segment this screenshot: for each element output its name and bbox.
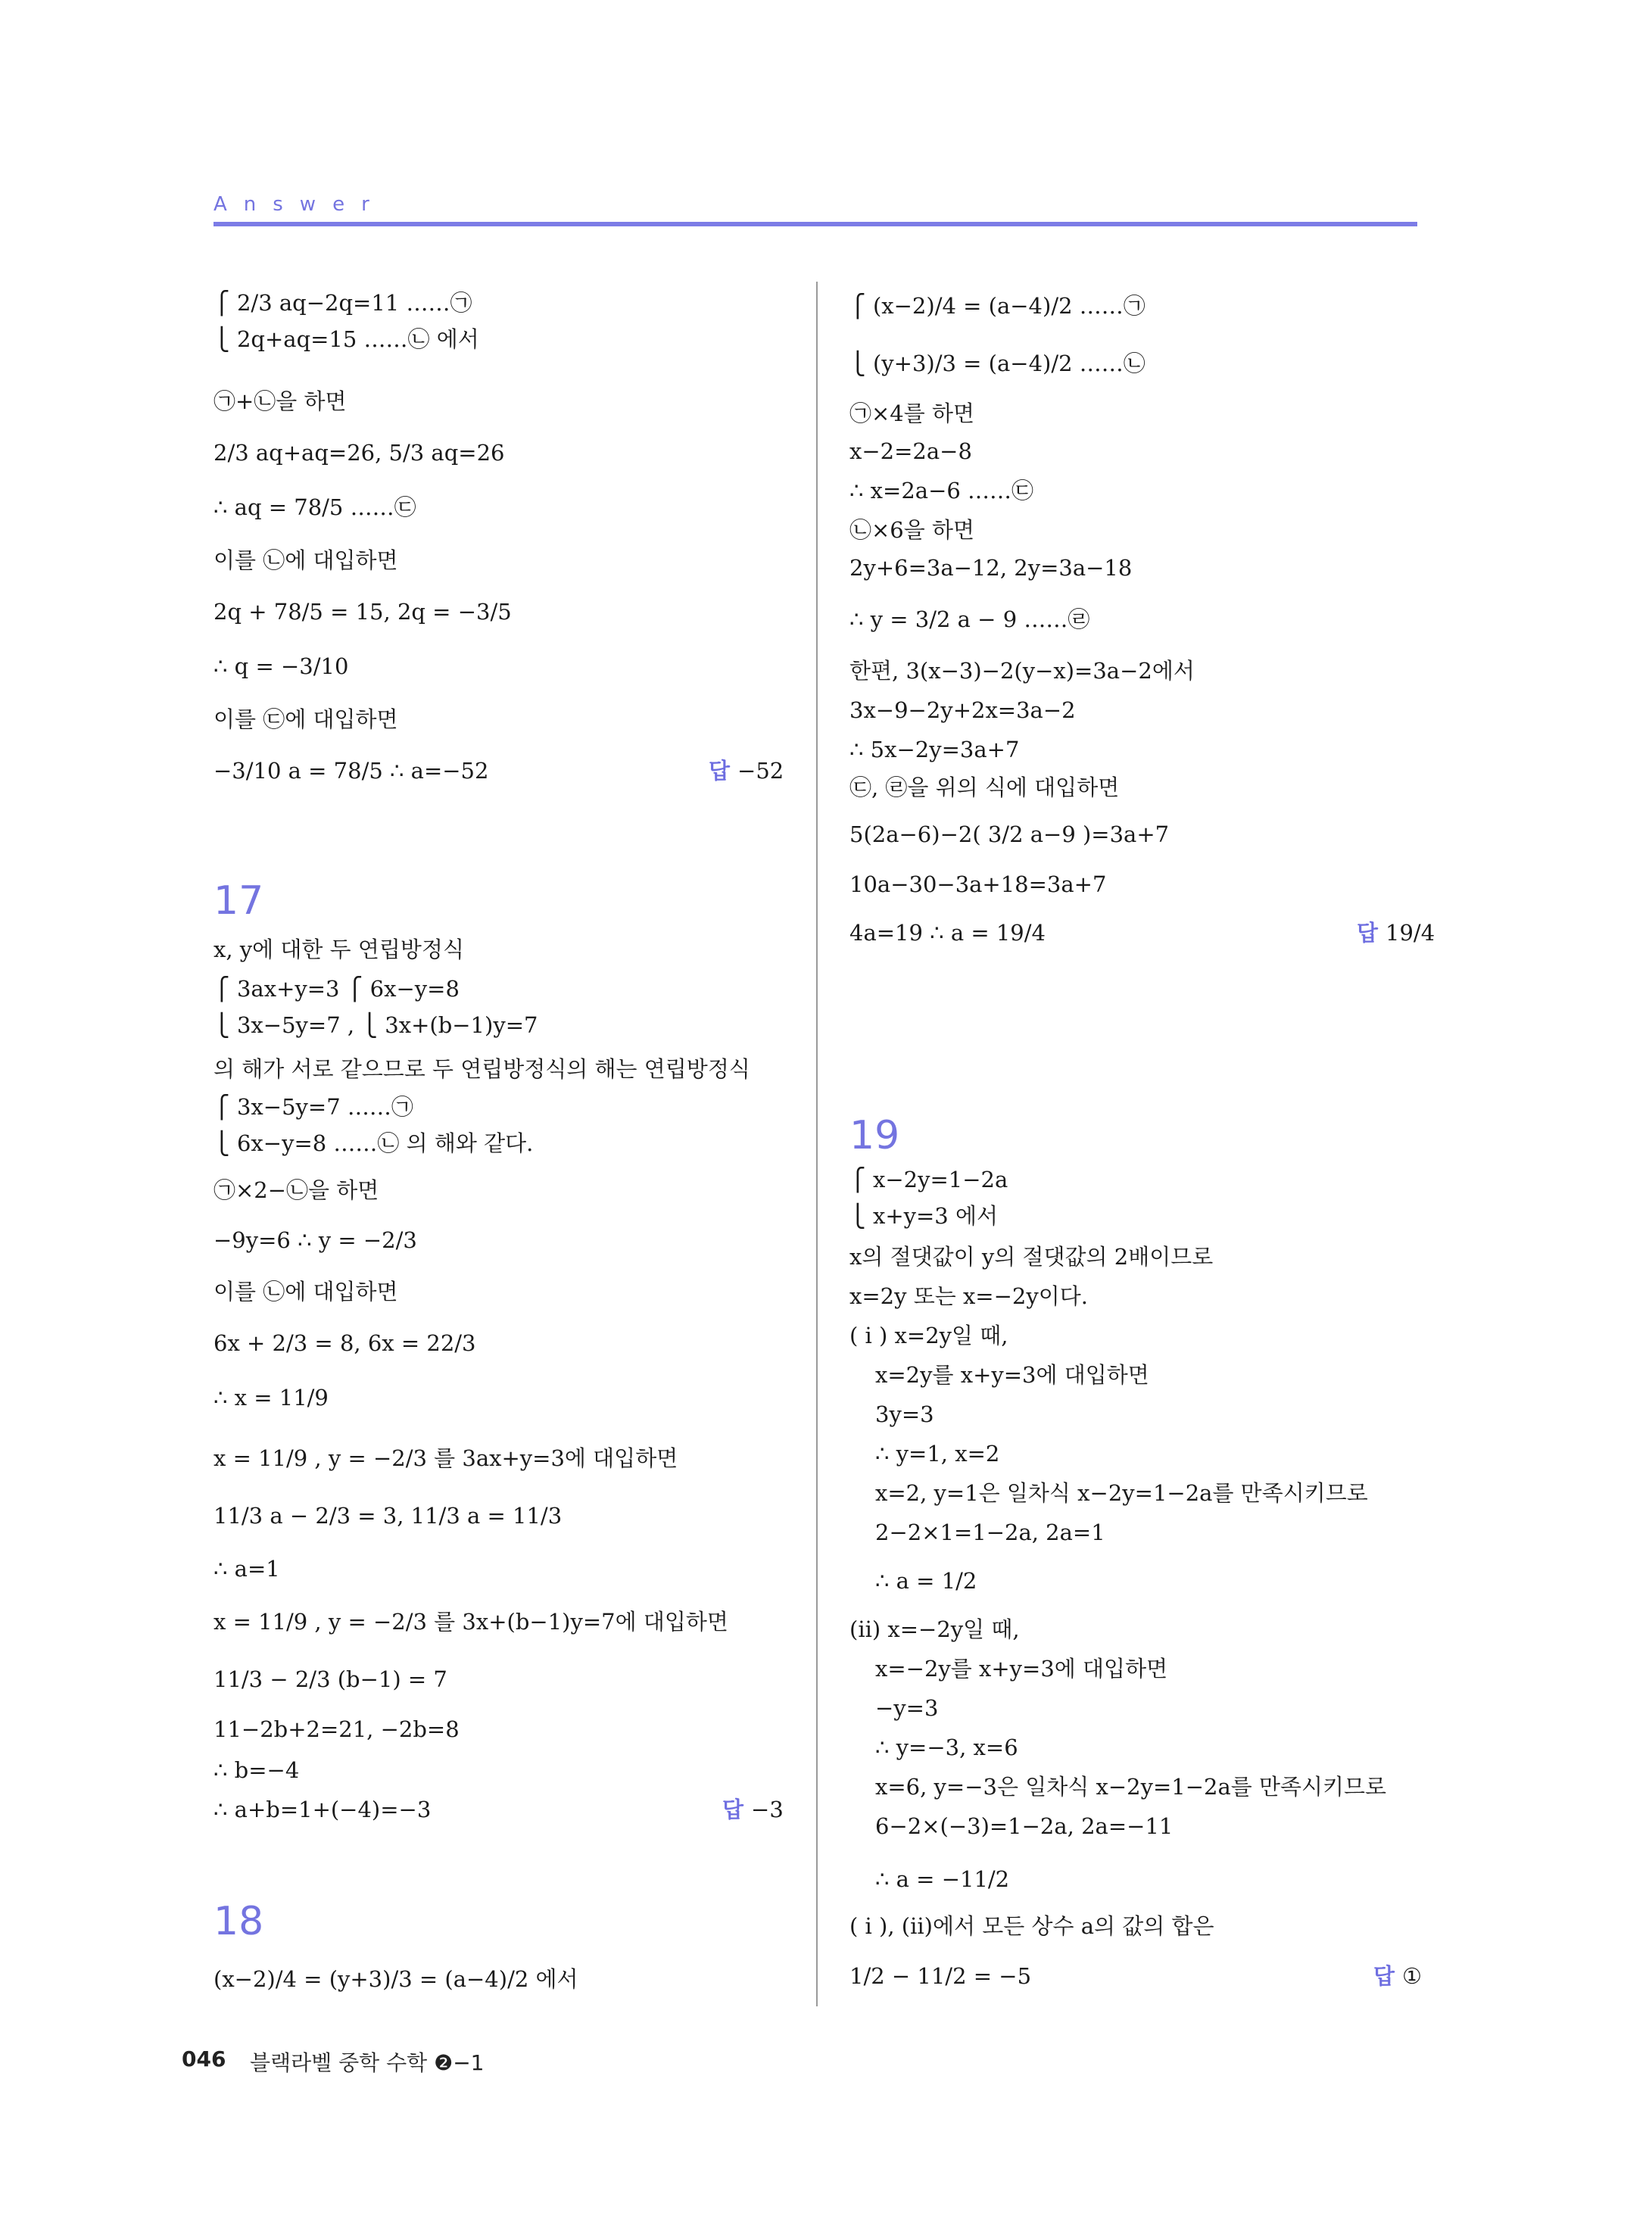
- text-line: 11/3 − 2/3 (b−1) = 7: [214, 1666, 447, 1692]
- answer-17: [722, 1796, 784, 1823]
- text-line: 11−2b+2=21, −2b=8: [214, 1716, 460, 1742]
- text-line: 6x + 2/3 = 8, 6x = 22/3: [214, 1330, 476, 1356]
- text-line: ⎩ 3x−5y=7 , ⎩ 3x+(b−1)y=7: [214, 1012, 538, 1038]
- answer-18: [1357, 919, 1435, 946]
- answer-label: 답: [1373, 1963, 1395, 1989]
- text-line: 한편, 3(x−3)−2(y−x)=3a−2에서: [849, 658, 1195, 684]
- text-line: ㉠+㉡을 하면: [214, 388, 347, 414]
- problem-number-18: 18: [214, 1899, 264, 1944]
- page-number: 046: [182, 2046, 226, 2071]
- text-line: ⎧ (x−2)/4 = (a−4)/2 ……㉠: [849, 293, 1145, 319]
- text-line: ㉠×2−㉡을 하면: [214, 1177, 379, 1203]
- text-line: ㉠×4를 하면: [849, 401, 975, 426]
- text-line: 10a−30−3a+18=3a+7: [849, 871, 1107, 897]
- text-line: ∴ y=−3, x=6: [875, 1735, 1018, 1760]
- answer-header: Answer: [214, 193, 386, 216]
- text-line: x=2, y=1은 일차식 x−2y=1−2a를 만족시키므로: [875, 1480, 1368, 1506]
- text-line: ∴ y = 3/2 a − 9 ……㉣: [849, 606, 1090, 632]
- text-line: (x−2)/4 = (y+3)/3 = (a−4)/2 에서: [214, 1966, 578, 1992]
- text-line: 6−2×(−3)=1−2a, 2a=−11: [875, 1813, 1174, 1839]
- text-line: −y=3: [875, 1695, 939, 1721]
- text-line: ∴ 5x−2y=3a+7: [849, 737, 1020, 762]
- text-line: (ii) x=−2y일 때,: [849, 1616, 1020, 1642]
- text-line: 2q + 78/5 = 15, 2q = −3/5: [214, 599, 512, 625]
- answer-16: [709, 757, 784, 784]
- text-line: ∴ a = 1/2: [875, 1568, 977, 1594]
- text-line: ∴ y=1, x=2: [875, 1441, 1000, 1467]
- text-line: ∴ b=−4: [214, 1757, 300, 1783]
- text-line: 3y=3: [875, 1401, 934, 1427]
- text-line: x, y에 대한 두 연립방정식: [214, 937, 464, 962]
- text-line: ⎧ 3ax+y=3 ⎧ 6x−y=8: [214, 976, 460, 1002]
- text-line: 이를 ㉡에 대입하면: [214, 547, 398, 573]
- answer-label: 답: [709, 758, 731, 784]
- answer-value: ①: [1402, 1963, 1423, 1989]
- text-line: 2−2×1=1−2a, 2a=1: [875, 1520, 1105, 1545]
- book-title: 블랙라벨 중학 수학 ❷−1: [250, 2050, 485, 2075]
- text-line: ㉢, ㉣을 위의 식에 대입하면: [849, 775, 1120, 800]
- answer-value: 19/4: [1385, 920, 1435, 946]
- text-line: ∴ x=2a−6 ……㉢: [849, 478, 1034, 503]
- text-line: ( i ), (ii)에서 모든 상수 a의 값의 합은: [849, 1913, 1214, 1939]
- column-divider: [816, 282, 818, 2006]
- answer-label: 답: [1357, 920, 1379, 946]
- text-line: ⎩ x+y=3 에서: [849, 1203, 999, 1229]
- header-rule: [214, 222, 1417, 226]
- answer-label: 답: [722, 1797, 744, 1822]
- text-line: ∴ a+b=1+(−4)=−3: [214, 1797, 432, 1822]
- text-line: x=2y를 x+y=3에 대입하면: [875, 1362, 1149, 1388]
- text-line: x = 11/9 , y = −2/3 를 3x+(b−1)y=7에 대입하면: [214, 1609, 728, 1635]
- text-line: ⎧ 3x−5y=7 ……㉠: [214, 1094, 413, 1120]
- text-line: ( i ) x=2y일 때,: [849, 1323, 1008, 1348]
- text-line: ⎧ 2/3 aq−2q=11 ……㉠: [214, 290, 472, 316]
- answer-value: −3: [751, 1797, 784, 1822]
- answer-19: [1373, 1962, 1422, 1990]
- text-line: x=−2y를 x+y=3에 대입하면: [875, 1656, 1168, 1682]
- text-line: ⎩ (y+3)/3 = (a−4)/2 ……㉡: [849, 351, 1145, 376]
- text-line: 이를 ㉢에 대입하면: [214, 706, 398, 732]
- text-line: 4a=19 ∴ a = 19/4: [849, 920, 1046, 946]
- text-line: ∴ a=1: [214, 1556, 280, 1582]
- problem-number-17: 17: [214, 878, 264, 924]
- text-line: 2/3 aq+aq=26, 5/3 aq=26: [214, 440, 505, 466]
- text-line: 의 해가 서로 같으므로 두 연립방정식의 해는 연립방정식: [214, 1056, 750, 1082]
- text-line: ㉡×6을 하면: [849, 517, 975, 543]
- text-line: ∴ q = −3/10: [214, 653, 349, 679]
- text-line: ⎩ 2q+aq=15 ……㉡ 에서: [214, 326, 479, 352]
- text-line: 2y+6=3a−12, 2y=3a−18: [849, 555, 1133, 581]
- text-line: ∴ x = 11/9: [214, 1385, 329, 1411]
- text-line: −9y=6 ∴ y = −2/3: [214, 1227, 417, 1253]
- text-line: x−2=2a−8: [849, 438, 972, 464]
- text-line: 11/3 a − 2/3 = 3, 11/3 a = 11/3: [214, 1503, 563, 1529]
- problem-number-19: 19: [849, 1113, 900, 1158]
- text-line: ∴ aq = 78/5 ……㉢: [214, 494, 416, 520]
- answer-value: −52: [737, 758, 784, 784]
- text-line: −3/10 a = 78/5 ∴ a=−52: [214, 758, 489, 784]
- text-line: x=6, y=−3은 일차식 x−2y=1−2a를 만족시키므로: [875, 1774, 1387, 1800]
- text-line: ⎧ x−2y=1−2a: [849, 1167, 1008, 1192]
- text-line: ∴ a = −11/2: [875, 1866, 1010, 1892]
- text-line: x=2y 또는 x=−2y이다.: [849, 1283, 1088, 1309]
- text-line: 3x−9−2y+2x=3a−2: [849, 697, 1076, 723]
- text-line: x의 절댓값이 y의 절댓값의 2배이므로: [849, 1244, 1214, 1270]
- text-line: 5(2a−6)−2( 3/2 a−9 )=3a+7: [849, 821, 1170, 847]
- text-line: 1/2 − 11/2 = −5: [849, 1963, 1032, 1989]
- text-line: x = 11/9 , y = −2/3 를 3ax+y=3에 대입하면: [214, 1445, 678, 1471]
- text-line: 이를 ㉡에 대입하면: [214, 1279, 398, 1305]
- text-line: ⎩ 6x−y=8 ……㉡ 의 해와 같다.: [214, 1130, 534, 1156]
